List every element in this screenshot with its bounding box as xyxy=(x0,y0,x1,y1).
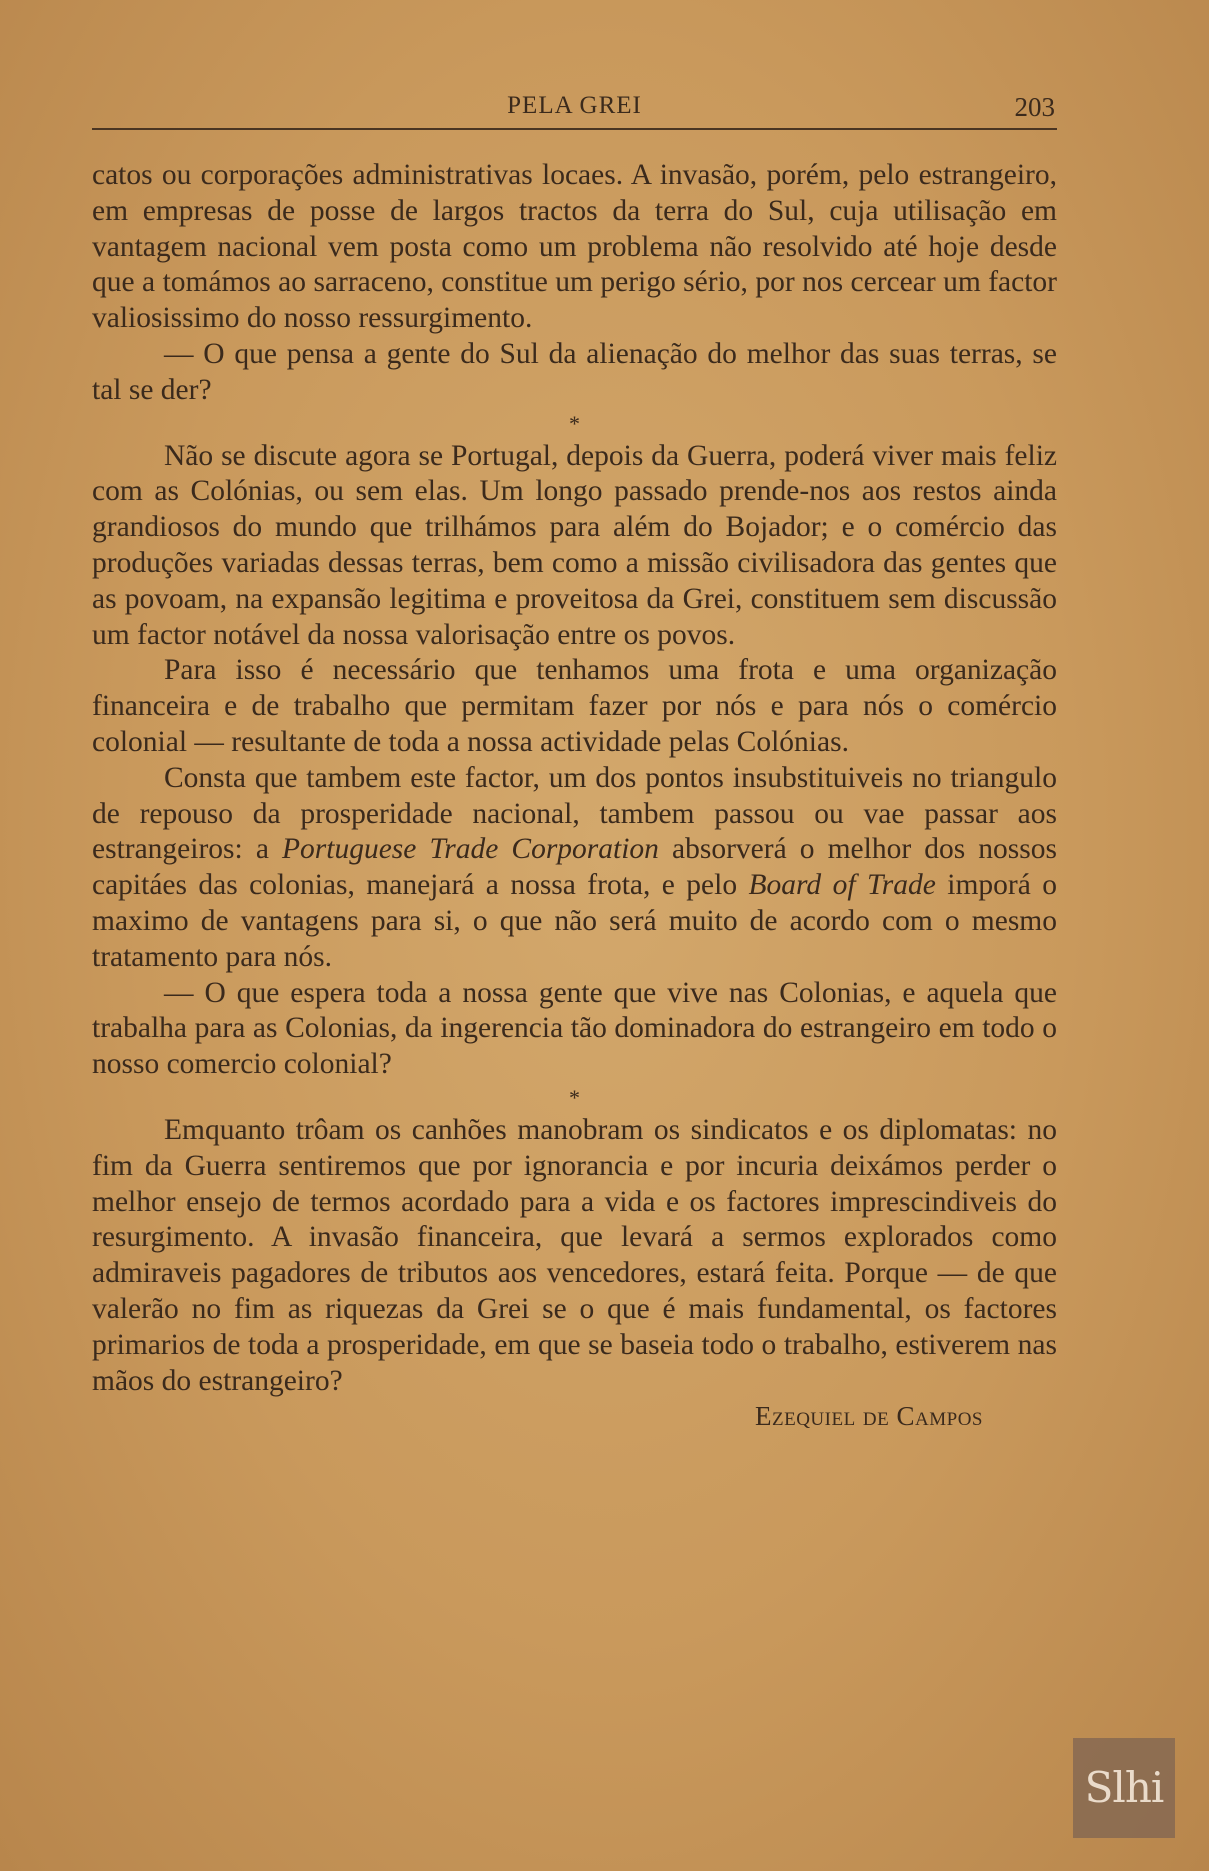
paragraph-5 xyxy=(92,761,1057,976)
board-name: Board of Trade xyxy=(748,869,936,902)
paragraph-5-part-a: Consta que tambem este factor, um dos pontos insubstituiveis no triangulo de repouso da prosperidade nacional, tambem passou ou vae passar aos estrangeiros: a xyxy=(92,761,1057,866)
paragraph-4: Para isso é necessário que tenhamos uma frota e uma organização financeira e de trabalho que permitam fazer por nós e para nós o comércio colonial — resultante de toda a nossa actividade pelas Colónias. xyxy=(92,654,1057,758)
paragraph-6: — O que espera toda a nossa gente que vive nas Colonias, e aquela que trabalha para as Colonias, da ingerencia tão dominadora do estrangeiro em todo o nosso comercio colonial? xyxy=(92,976,1057,1081)
paragraph-3: Não se discute agora se Portugal, depois da Guerra, poderá viver mais feliz com as Colónias, ou sem elas. Um longo passado prende-nos aos restos ainda grandiosos do mundo que trilhámos para além do Bojador; e o comércio das produções variadas dessas terras, bem como a missão civilisadora das gentes que as povoam, na expansão legitima e proveitosa da Grei, constituem sem discussão um factor notável da nossa valorisação entre os povos. xyxy=(92,439,1057,651)
library-watermark-logo: Slhi xyxy=(1073,1738,1175,1838)
paragraph-1: catos ou corporações administrativas locaes. A invasão, porém, pelo estrangeiro, em empresas de posse de largos tractos da terra do Sul, cuja utilisação em vantagem nacional vem posta como um problema não resolvido até hoje desde que a tomámos ao sarraceno, constitue um perigo sério, por nos cercear um factor valiosissimo do nosso ressurgimento. xyxy=(92,159,1057,335)
corporation-name: Portuguese Trade Corporation xyxy=(282,833,659,866)
paragraph-7: Emquanto trôam os canhões manobram os sindicatos e os diplomatas: no fim da Guerra sentiremos que por ignorancia e por incuria deixámos perder o melhor ensejo de termos acordado para a vida e os factores imprescindiveis do resurgimento. A invasão financeira, que levará a sermos explorados como admiraveis pagadores de tributos aos vencedores, estará feita. Porque — de que valerão no fim as riquezas da Grei se o que é mais fundamental, os factores primarios de toda a prosperidade, em que se baseia todo o trabalho, estiverem nas mãos do estrangeiro? xyxy=(92,1113,1057,1397)
paragraph-5-part-c: imporá o maximo de vantagens para si, o que não será muito de acordo com o mesmo tratamento para nós. xyxy=(92,869,1058,973)
section-separator-2: * xyxy=(569,1084,580,1110)
author-signature: Ezequiel de Campos xyxy=(755,1401,983,1432)
running-title: PELA GREI xyxy=(507,92,642,119)
paragraph-2: — O que pensa a gente do Sul da alienação do melhor das suas terras, se tal se der? xyxy=(92,337,1057,406)
paragraph-5-part-b: absorverá o melhor dos nossos capitáes das colonias, manejará a nossa frota, e pelo xyxy=(92,833,1057,902)
running-header xyxy=(92,92,1057,130)
page-number: 203 xyxy=(1014,92,1055,122)
body-text xyxy=(92,158,1057,1435)
section-separator-1: * xyxy=(569,410,580,436)
